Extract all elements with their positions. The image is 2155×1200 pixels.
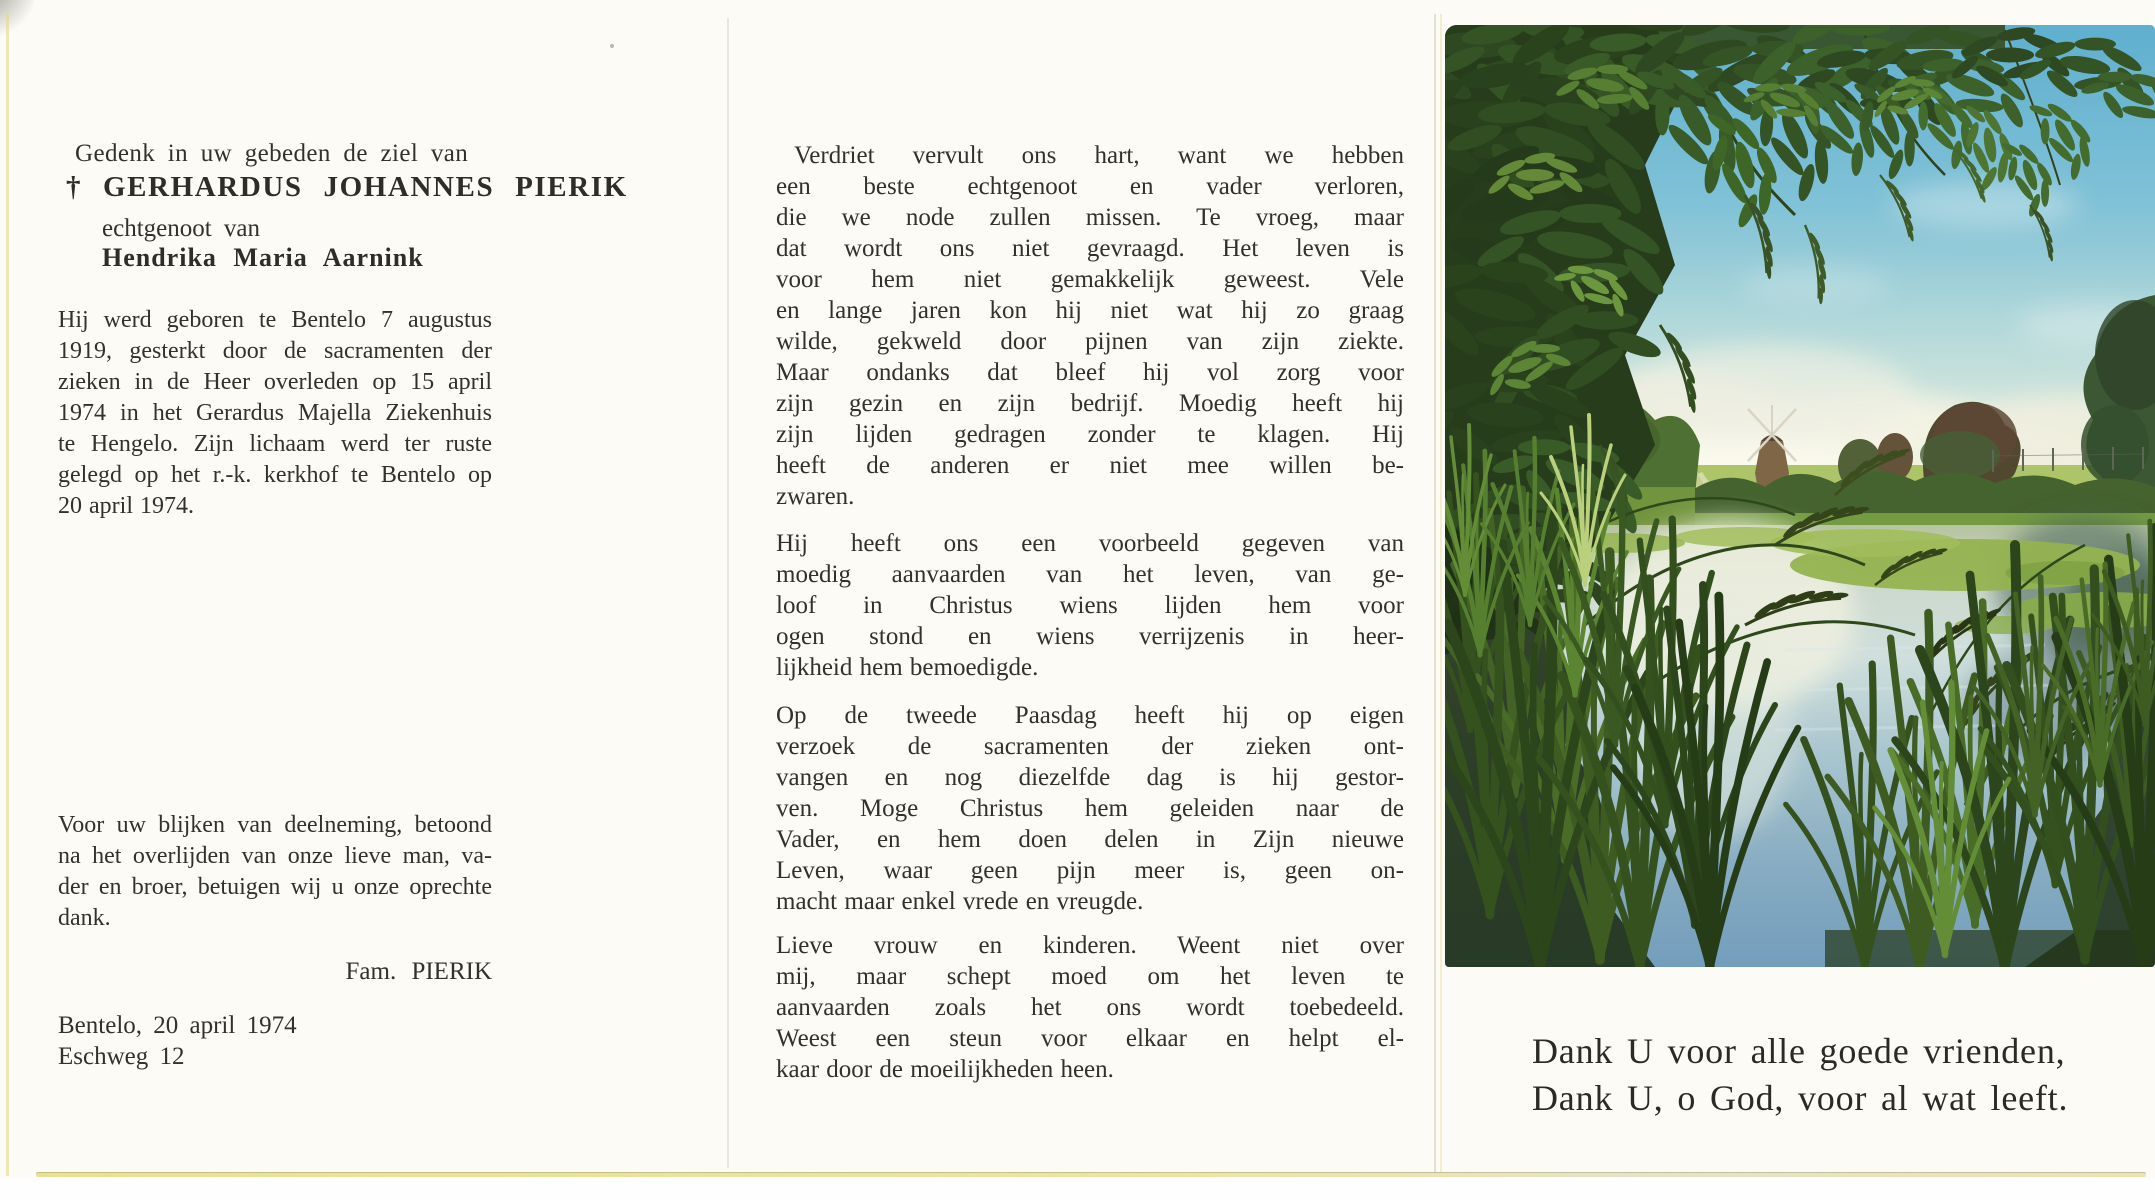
text-line: Lieve vrouw en kinderen. Weent niet over <box>776 932 1404 959</box>
text-line: dat wordt ons niet gevraagd. Het leven is <box>776 235 1404 262</box>
paper-speck <box>610 44 614 48</box>
text-line: Verdriet vervult ons hart, want we hebben <box>794 142 1404 169</box>
text-line: kaar door de moeilijkheden heen. <box>776 1056 1114 1083</box>
text-line: Voor uw blijken van deelneming, betoond <box>58 812 492 838</box>
card-bottom-edge <box>36 1172 2146 1177</box>
text-line: mij, maar schept moed om het leven te <box>776 963 1404 990</box>
text-line: Leven, waar geen pijn meer is, geen on- <box>776 857 1404 884</box>
text-line: ogen stond en wiens verrijzenis in heer- <box>776 623 1404 650</box>
scanner-background <box>0 1178 2155 1200</box>
text-line: Hij werd geboren te Bentelo 7 augustus <box>58 307 492 333</box>
place-date: Bentelo, 20 april 1974 <box>58 1012 297 1039</box>
text-line: gelegd op het r.-k. kerkhof te Bentelo op <box>58 462 492 488</box>
text-line: verzoek de sacramenten der zieken ont- <box>776 733 1404 760</box>
text-line: lijkheid hem bemoedigde. <box>776 654 1039 681</box>
text-line: macht maar enkel vrede en vreugde. <box>776 888 1144 915</box>
text-line: 1919, gesterkt door de sacramenten der <box>58 338 492 364</box>
eulogy-paragraph-2 <box>776 528 1404 683</box>
intro-line: Gedenk in uw gebeden de ziel van <box>75 140 469 167</box>
text-line: zijn gezin en zijn bedrijf. Moedig heeft hij <box>776 390 1404 417</box>
eulogy-paragraph-3 <box>776 700 1404 917</box>
text-line: zieken in de Heer overleden op 15 april <box>58 369 492 395</box>
text-line: 1974 in het Gerardus Majella Ziekenhuis <box>58 400 492 426</box>
text-line: 20 april 1974. <box>58 493 194 519</box>
text-line: Maar ondanks dat bleef hij vol zorg voor <box>776 359 1404 386</box>
text-line: zwaren. <box>776 483 855 510</box>
deceased-name: † GERHARDUS JOHANNES PIERIK <box>66 171 628 203</box>
caption-line-2: Dank U, o God, voor al wat leeft. <box>1532 1078 2069 1118</box>
text-line: zijn lijden gedragen zonder te klagen. Hij <box>776 421 1404 448</box>
text-line: wilde, gekweld door pijnen van zijn ziekte. <box>776 328 1404 355</box>
spouse-label: echtgenoot van <box>102 215 261 242</box>
text-line: Weest een steun voor elkaar en helpt el- <box>776 1025 1404 1052</box>
biography-paragraph <box>58 305 492 522</box>
text-line: te Hengelo. Zijn lichaam werd ter ruste <box>58 431 492 457</box>
text-line: vangen en nog diezelfde dag is hij gestor- <box>776 764 1404 791</box>
text-line: heeft de anderen er niet mee willen be- <box>776 452 1404 479</box>
family-signature: Fam. PIERIK <box>345 958 492 985</box>
polder-landscape-illustration <box>1445 25 2155 967</box>
text-line: ven. Moge Christus hem geleiden naar de <box>776 795 1404 822</box>
text-line: Hij heeft ons een voorbeeld gegeven van <box>776 530 1404 557</box>
text-line: Op de tweede Paasdag heeft hij op eigen <box>776 702 1404 729</box>
landscape-photo <box>1445 25 2155 967</box>
spouse-name: Hendrika Maria Aarnink <box>102 243 424 272</box>
text-line: Vader, en hem doen delen in Zijn nieuwe <box>776 826 1404 853</box>
fold-crease-left <box>727 18 729 1168</box>
text-line: moedig aanvaarden van het leven, van ge- <box>776 561 1404 588</box>
card-left-edge <box>6 14 9 1176</box>
caption-line-1: Dank U voor alle goede vrienden, <box>1532 1031 2066 1071</box>
text-line: die we node zullen missen. Te vroeg, maar <box>776 204 1404 231</box>
text-line: dank. <box>58 905 111 931</box>
text-line: der en broer, betuigen wij u onze oprechte <box>58 874 492 900</box>
vintage-tone <box>1445 25 2155 967</box>
text-line: een beste echtgenoot en vader verloren, <box>776 173 1404 200</box>
text-line: en lange jaren kon hij niet wat hij zo graag <box>776 297 1404 324</box>
text-line: loof in Christus wiens lijden hem voor <box>776 592 1404 619</box>
text-line: aanvaarden zoals het ons wordt toebedeeld. <box>776 994 1404 1021</box>
eulogy-paragraph-1 <box>776 140 1404 512</box>
fold-crease-right <box>1434 14 1436 1172</box>
address: Eschweg 12 <box>58 1043 185 1070</box>
eulogy-paragraph-4 <box>776 930 1404 1085</box>
text-line: voor hem niet gemakkelijk geweest. Vele <box>776 266 1404 293</box>
thanks-paragraph <box>58 810 492 934</box>
fold-crease-right-highlight <box>1440 14 1442 1172</box>
photo-caption <box>1532 1028 2068 1122</box>
text-line: na het overlijden van onze lieve man, va- <box>58 843 492 869</box>
